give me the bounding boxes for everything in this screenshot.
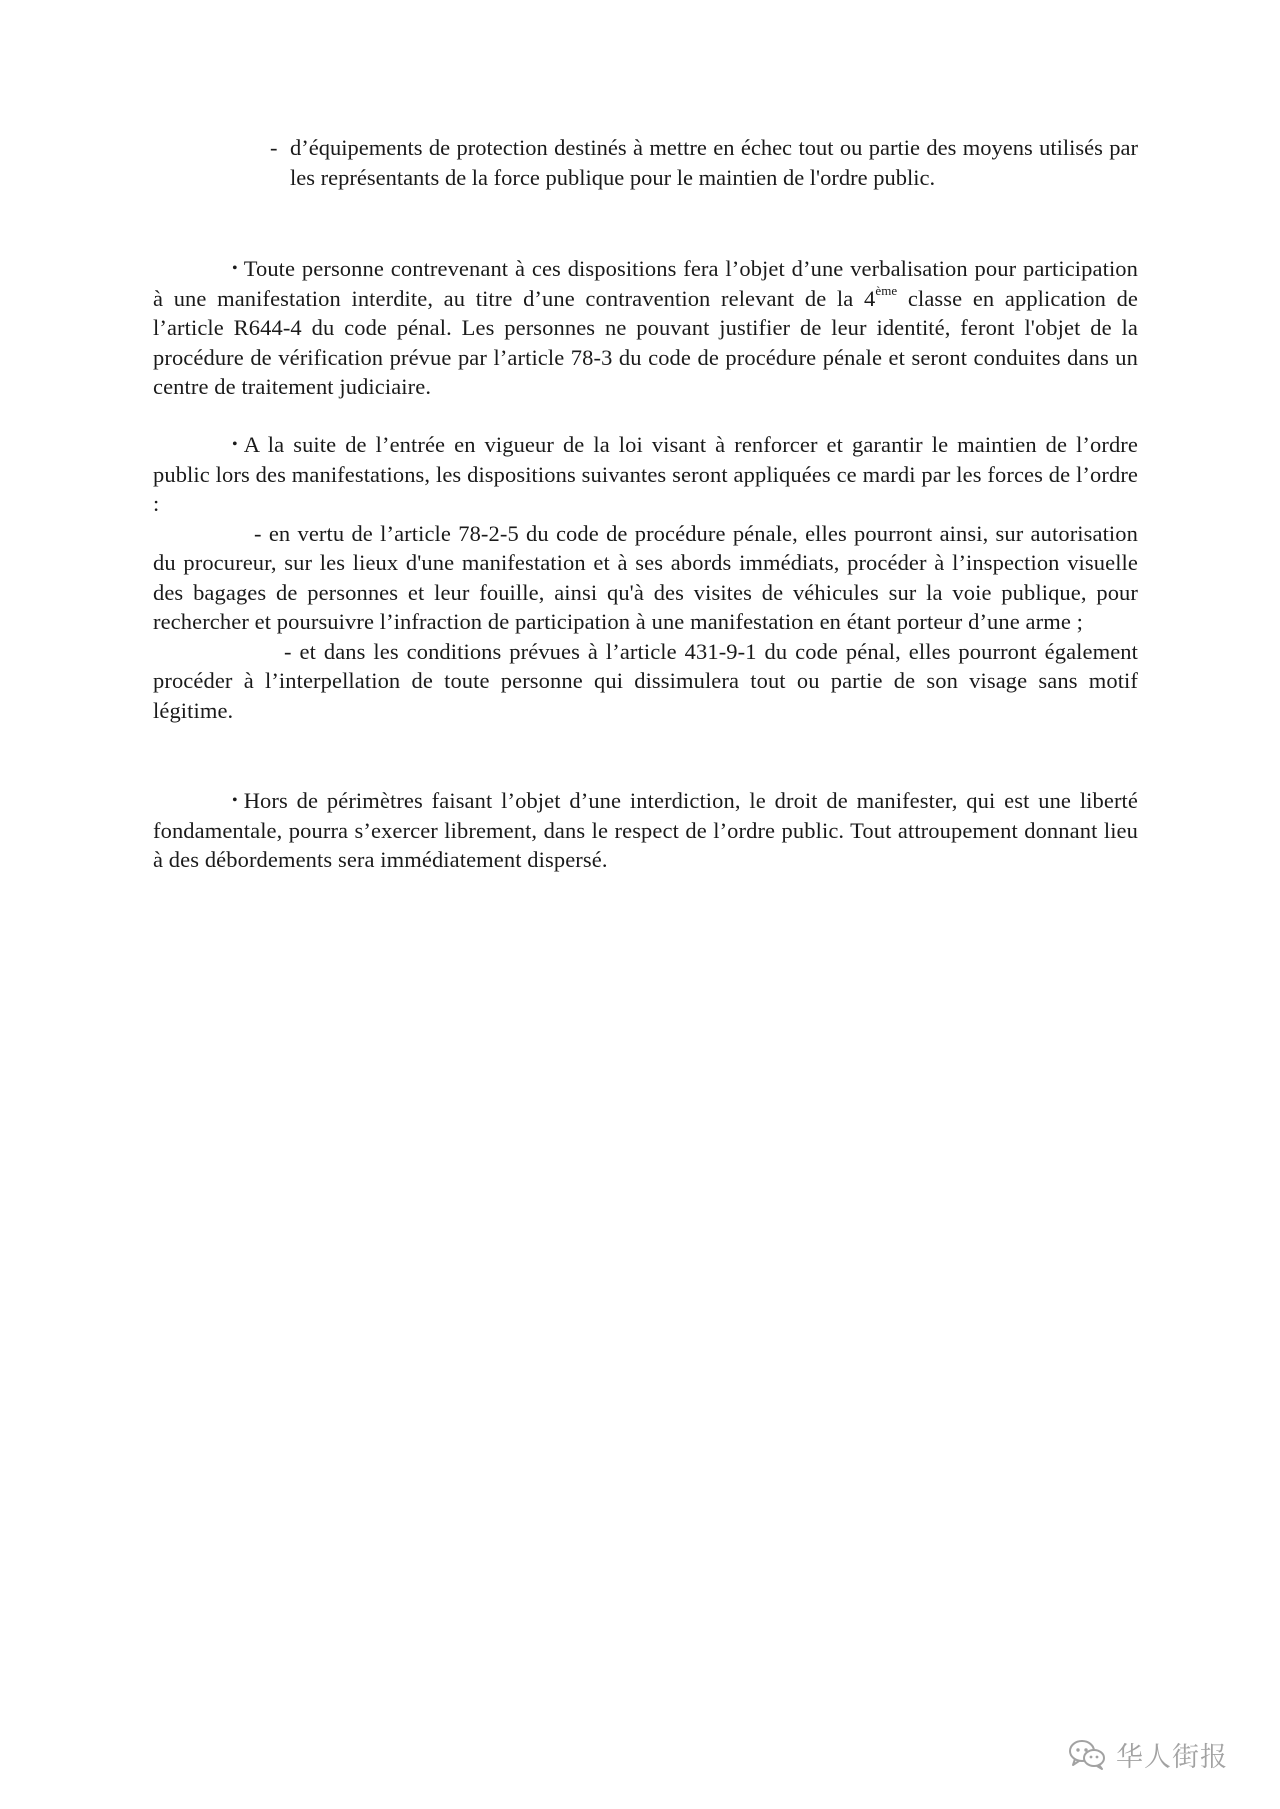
paragraph-1-text-start: Toute personne contrevenant à ces dispositions fera l’objet d’une verbalisation pour participation à une manifestation interdite, au titre d’une contravention relevant de la 4 <box>153 256 1138 311</box>
superscript-ordinal: ème <box>875 282 898 298</box>
bullet-marker: • <box>232 436 238 453</box>
paragraph-3-text: Hors de périmètres faisant l’objet d’une interdiction, le droit de manifester, qui est une liberté fondamentale, pourra s’exercer librement, dans le respect de l’ordre public. Tout attroupement donnant lieu à des débordements sera immédiatement dispersé. <box>153 788 1138 872</box>
wechat-icon <box>1068 1738 1106 1770</box>
paragraph-dispositions <box>153 430 1138 725</box>
dash-marker: - <box>270 135 278 160</box>
paragraph-2-intro: A la suite de l’entrée en vigueur de la loi visant à renforcer et garantir le maintien de l’ordre public lors des manifestations, les dispositions suivantes seront appliquées ce mardi par les forces de l’ordre : <box>153 432 1138 516</box>
paragraph-1-text-end: classe en application de l’article R644-4 du code pénal. Les personnes ne pouvant justifier de leur identité, feront l'objet de la procédure de vérification prévue par l’article 78-3 du code de procédure pénale et seront conduites dans un centre de traitement judiciaire. <box>153 285 1138 399</box>
watermark-text: 华人街报 <box>1116 1741 1228 1773</box>
bullet-marker: • <box>232 260 238 277</box>
paragraph-droit-manifester <box>153 786 1138 875</box>
dash-item-text: d’équipements de protection destinés à mettre en échec tout ou partie des moyens utilisés par les représentants de la force publique pour le maintien de l'ordre public. <box>290 135 1138 190</box>
dash-list-item <box>270 133 1138 192</box>
paragraph-2-item-2: - et dans les conditions prévues à l’article 431-9-1 du code pénal, elles pourront également procéder à l’interpellation de toute personne qui dissimulera tout ou partie de son visage sans motif légitime. <box>153 638 1138 723</box>
watermark <box>1068 1733 1228 1775</box>
paragraph-verbalisation <box>153 254 1138 402</box>
bullet-marker: • <box>232 792 238 809</box>
paragraph-2-item-1: - en vertu de l’article 78-2-5 du code de procédure pénale, elles pourront ainsi, sur autorisation du procureur, sur les lieux d'une manifestation et à ses abords immédiats, procéder à l’inspection visuelle des bagages de personnes et leur fouille, ainsi qu'à des visites de véhicules sur la voie publique, pour rechercher et poursuivre l’infraction de participation à une manifestation en étant porteur d’une arme ; <box>153 520 1138 634</box>
